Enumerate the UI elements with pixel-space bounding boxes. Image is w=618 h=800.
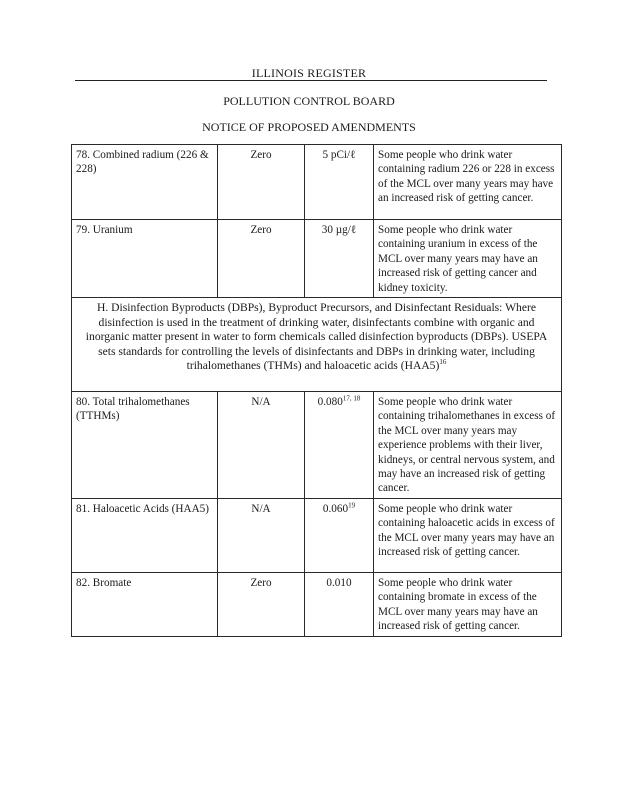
health-effects: Some people who drink water containing radium 226 or 228 in excess of the MCL over many years may have an increased risk of getting cancer. bbox=[374, 145, 562, 220]
mcl-value: 5 pCi/ℓ bbox=[305, 145, 374, 220]
section-heading-row bbox=[72, 298, 562, 392]
mcl-number: 0.060 bbox=[322, 502, 349, 515]
health-effects: Some people who drink water containing haloacetic acids in excess of the MCL over many years may have an increased risk of getting cancer. bbox=[374, 498, 562, 572]
health-effects: Some people who drink water containing uranium in excess of the MCL over many years may have an increased risk of getting cancer and kidney toxicity. bbox=[374, 220, 562, 298]
mcl-footnote: 19 bbox=[348, 501, 356, 510]
section-h-body: H. Disinfection Byproducts (DBPs), Byproduct Precursors, and Disinfectant Residuals: Where disinfection is used in the treatment of drinking water, disinfectants combine with organic and inorganic matter present in water to form chemicals called disinfection byproducts (DBPs). USEPA sets standards for controlling the levels of disinfectants and DBPs in drinking water, including trihalomethanes (THMs) and haloacetic acids (HAA5) bbox=[85, 301, 548, 373]
contaminant-table bbox=[71, 144, 562, 637]
mclg-value: Zero bbox=[218, 572, 305, 636]
mcl-number: 0.010 bbox=[326, 576, 352, 589]
health-effects: Some people who drink water containing bromate in excess of the MCL over many years may have an increased risk of getting cancer. bbox=[374, 572, 562, 636]
mclg-value: N/A bbox=[218, 392, 305, 499]
mclg-value: Zero bbox=[218, 220, 305, 298]
table-row bbox=[72, 498, 562, 572]
contaminant-name: 78. Combined radium (226 & 228) bbox=[72, 145, 218, 220]
mclg-value: N/A bbox=[218, 498, 305, 572]
header-rule bbox=[75, 80, 547, 81]
contaminant-name: 81. Haloacetic Acids (HAA5) bbox=[72, 498, 218, 572]
register-title: ILLINOIS REGISTER bbox=[251, 66, 367, 80]
mcl-value: 30 µg/ℓ bbox=[305, 220, 374, 298]
table-row bbox=[72, 572, 562, 636]
board-name: POLLUTION CONTROL BOARD bbox=[223, 94, 395, 108]
mcl-number: 0.080 bbox=[317, 396, 343, 409]
mcl-footnote: 17, 18 bbox=[342, 394, 361, 403]
table-row bbox=[72, 392, 562, 499]
section-h-footnote: 16 bbox=[439, 358, 447, 367]
contaminant-name: 79. Uranium bbox=[72, 220, 218, 298]
notice-title: NOTICE OF PROPOSED AMENDMENTS bbox=[202, 120, 416, 134]
mcl-value bbox=[305, 392, 374, 499]
health-effects: Some people who drink water containing trihalomethanes in excess of the MCL over many years may experience problems with their liver, kidneys, or central nervous system, and may have an increased risk of getting cancer. bbox=[374, 392, 562, 499]
contaminant-name: 80. Total trihalomethanes (TTHMs) bbox=[72, 392, 218, 499]
section-h-text bbox=[72, 298, 562, 392]
mclg-value: Zero bbox=[218, 145, 305, 220]
mcl-value bbox=[305, 572, 374, 636]
mcl-value bbox=[305, 498, 374, 572]
table-row bbox=[72, 145, 562, 220]
contaminant-name: 82. Bromate bbox=[72, 572, 218, 636]
table-row bbox=[72, 220, 562, 298]
